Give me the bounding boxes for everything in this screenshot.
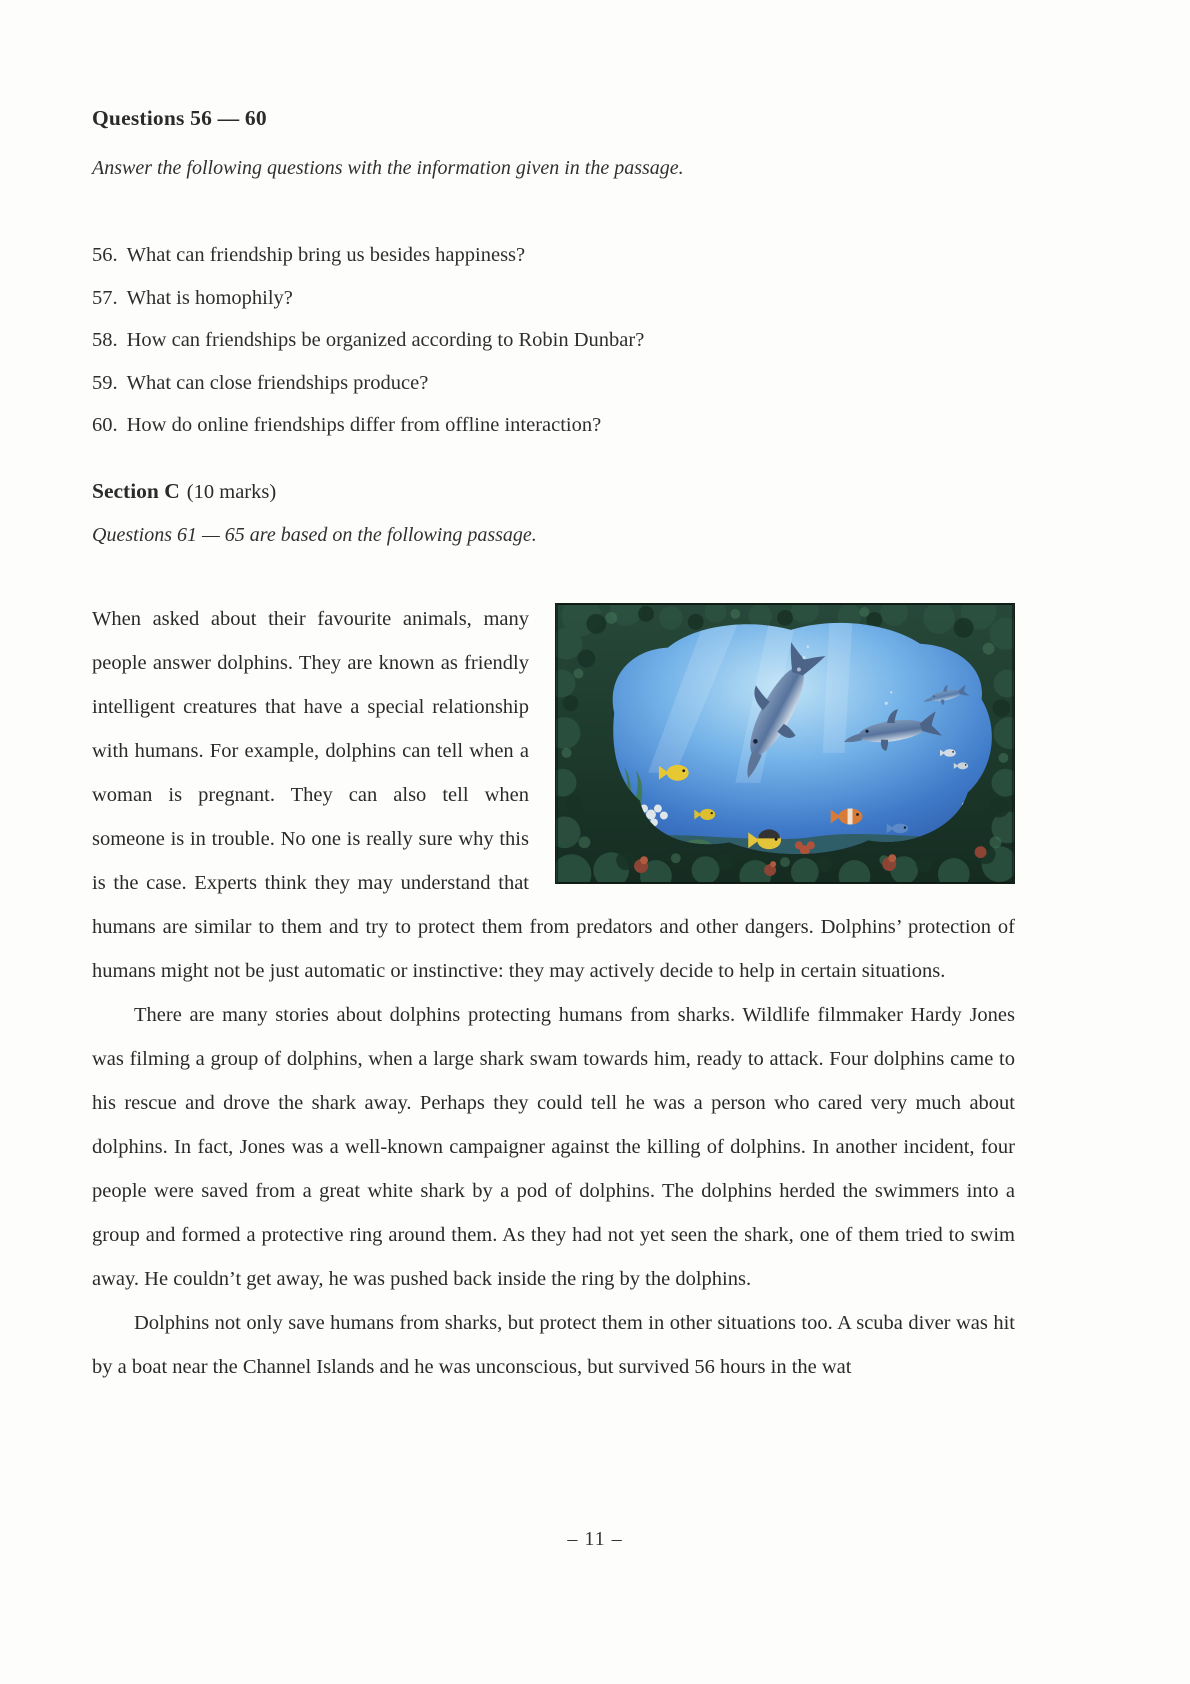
question-text: What can friendship bring us besides happiness? (126, 244, 526, 266)
question-text: What can close friendships produce? (126, 371, 429, 394)
passage-paragraph-2: There are many stories about dolphins protecting humans from sharks. Wildlife filmmaker Hardy Jones was filming a group of dolphins, when a large shark swam towards him, ready to attack. Four dolphins came to his rescue and drove the shark away. Perhaps they could tell he was a person who cared very much about dolphins. In fact, Jones was a well-known campaigner against the killing of dolphins. In another incident, four people were saved from a great white shark by a pod of dolphins. The dolphins herded the swimmers into a group and formed a protective ring around them. As they had not yet seen the shark, one of them tried to swim away. He couldn’t get away, he was pushed back inside the ring by the dolphins. (92, 1003, 1015, 1290)
question-text: How can friendships be organized according to Robin Dunbar? (126, 329, 645, 351)
question-text: What is homophily? (126, 286, 293, 309)
question-number: 59. (92, 371, 118, 394)
passage-paragraph-1: When asked about their favourite animals, many people answer dolphins. They are known as friendly intelligent creatures that have a special relationship with humans. For example, dolphins can tell when a woman is pregnant. They can also tell when someone is in trouble. No one is really sure why this is the case. Experts think they may understand that humans are similar to them and try to protect them from predators and other dangers. Dolphins’ protection of humans might not be just automatic or instinctive: they may actively decide to help in certain situations. (92, 607, 1015, 982)
section-c-marks: (10 marks) (186, 480, 277, 503)
exam-page (92, 0, 1015, 1389)
section-c-title: Section C (92, 478, 180, 503)
question-item (92, 319, 1015, 362)
question-number: 58. (92, 329, 118, 351)
question-number: 57. (92, 286, 118, 309)
section-c-instruction: Questions 61 — 65 are based on the following passage. (92, 523, 537, 546)
reading-passage (92, 597, 1015, 1389)
underwater-scene-graphic (556, 604, 1014, 883)
question-number: 56. (92, 244, 118, 266)
question-text: How do online friendships differ from offline interaction? (126, 414, 602, 436)
section-c-heading (92, 479, 1015, 504)
question-item (92, 234, 1015, 277)
questions-section-title: Questions 56 — 60 (92, 106, 267, 130)
page-number: – 11 – (567, 1528, 623, 1550)
question-item (92, 362, 1015, 405)
question-item (92, 404, 1015, 447)
questions-list (92, 234, 1015, 447)
underwater-dolphins-photo (555, 603, 1015, 884)
question-item (92, 277, 1015, 320)
passage-paragraph-3: Dolphins not only save humans from sharks, but protect them in other situations too. A scuba diver was hit by a boat near the Channel Islands and he was unconscious, but survived 56 hours in the wat (92, 1311, 1015, 1378)
questions-instruction: Answer the following questions with the information given in the passage. (92, 157, 684, 179)
question-number: 60. (92, 414, 118, 436)
